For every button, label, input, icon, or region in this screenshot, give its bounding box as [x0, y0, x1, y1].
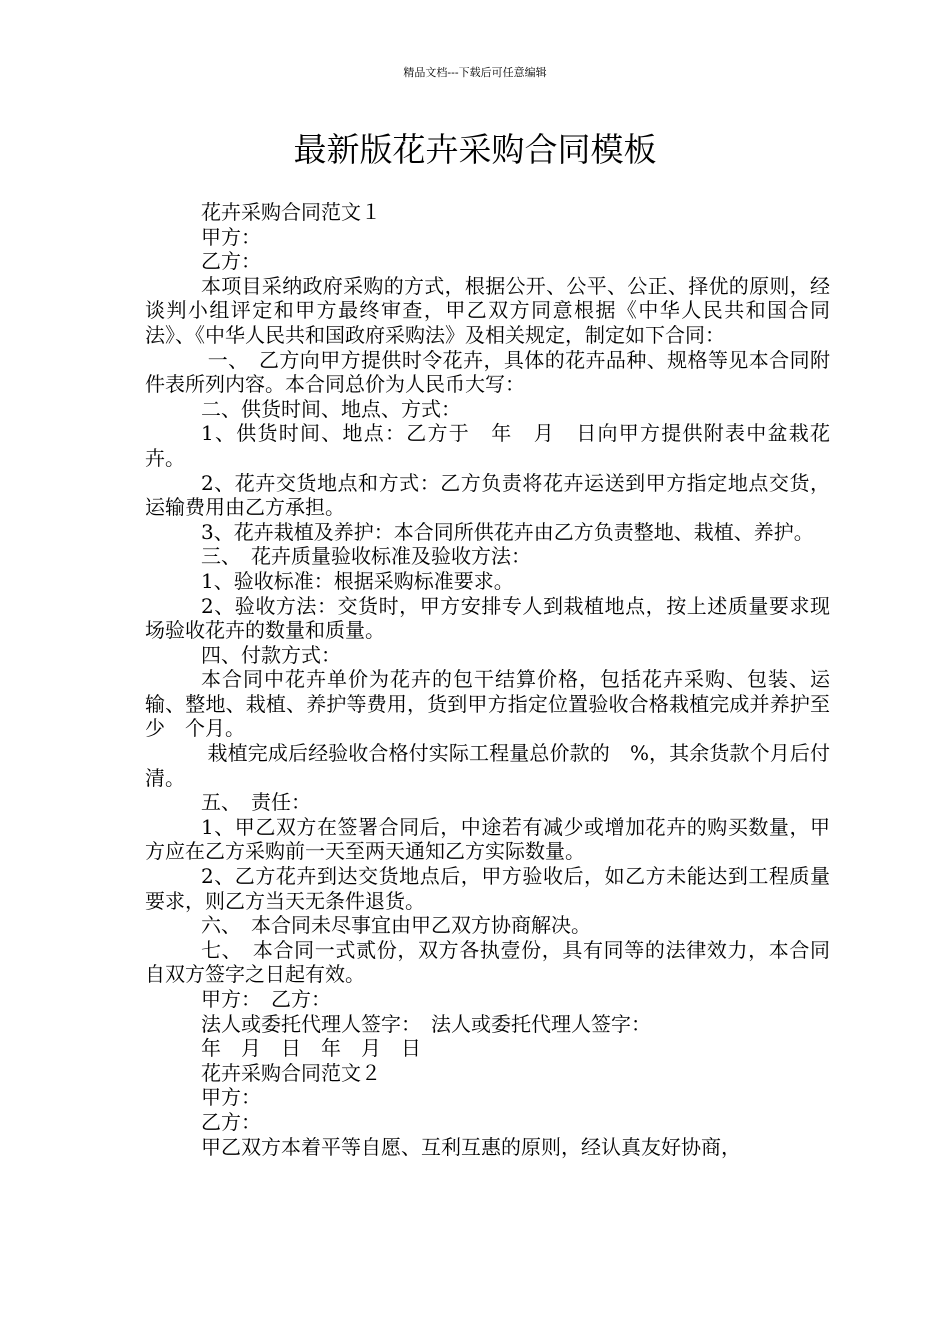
party-b-line: 乙方：: [201, 249, 261, 274]
document-body: [145, 200, 830, 1159]
clause-1: 一、 乙方向甲方提供时令花卉，具体的花卉品种、规格等见本合同附件表所列内容。本合同总价为人民币大写：: [145, 347, 830, 397]
party-a-line: 甲方：: [201, 224, 261, 249]
clause-5-item-2: 2、乙方花卉到达交货地点后，甲方验收后，如乙方未能达到工程质量要求，则乙方当天无条件退货。: [145, 864, 830, 913]
document-title: 最新版花卉采购合同模板: [293, 130, 657, 169]
signature-parties: 甲方： 乙方：: [201, 987, 331, 1011]
clause-6: 六、 本合同未尽事宜由甲乙双方协商解决。: [201, 913, 591, 938]
clause-4-heading: 四、付款方式：: [201, 642, 341, 667]
clause-4-body: 本合同中花卉单价为花卉的包干结算价格，包括花卉采购、包装、运输、整地、栽植、养护等费用，货到甲方指定位置验收合格栽植完成并养护至少 个月。: [145, 667, 830, 741]
clause-3-heading: 三、 花卉质量验收标准及验收方法：: [201, 544, 531, 569]
clause-2-item-1: 1、供货时间、地点：乙方于 年 月 日向甲方提供附表中盆栽花卉。: [145, 421, 830, 470]
clause-7: 七、 本合同一式贰份，双方各执壹份，具有同等的法律效力，本合同自双方签字之日起有效。: [145, 937, 830, 987]
section-heading: 花卉采购合同范文１: [201, 200, 381, 224]
party-a-line: 甲方：: [201, 1085, 261, 1110]
clause-2-item-3: 3、花卉栽植及养护：本合同所供花卉由乙方负责整地、栽植、养护。: [201, 519, 814, 544]
party-b-line: 乙方：: [201, 1109, 261, 1134]
clause-4-payment: 栽植完成后经验收合格付实际工程量总价款的 %，其余货款个月后付清。: [145, 741, 830, 790]
section-heading: 花卉采购合同范文２: [201, 1060, 381, 1085]
clause-3-item-2: 2、验收方法：交货时，甲方安排专人到栽植地点，按上述质量要求现场验收花卉的数量和质量。: [145, 593, 830, 643]
clause-5-heading: 五、 责任：: [201, 790, 311, 815]
clause-3-item-1: 1、验收标准：根据采购标准要求。: [201, 568, 514, 593]
page-header-note: 精品文档---下载后可任意编辑: [403, 66, 547, 79]
clause-2-item-2: 2、花卉交货地点和方式：乙方负责将花卉运送到甲方指定地点交货，运输费用由乙方承担。: [145, 470, 830, 520]
clause-2-heading: 二、供货时间、地点、方式：: [201, 396, 461, 421]
body-paragraph: 本项目采纳政府采购的方式，根据公开、公平、公正、择优的原则，经谈判小组评定和甲方最终审查，甲乙双方同意根据《中华人民共和国合同法》、《中华人民共和国政府采购法》及相关规定，制定如下合同：: [145, 273, 830, 347]
body-paragraph: 甲乙双方本着平等自愿、互利互惠的原则，经认真友好协商，: [201, 1134, 741, 1159]
signature-representatives: 法人或委托代理人签字： 法人或委托代理人签字：: [201, 1011, 651, 1036]
signature-dates: 年 月 日 年 月 日: [201, 1036, 421, 1061]
clause-5-item-1: 1、甲乙双方在签署合同后，中途若有减少或增加花卉的购买数量，甲方应在乙方采购前一天至两天通知乙方实际数量。: [145, 814, 830, 864]
